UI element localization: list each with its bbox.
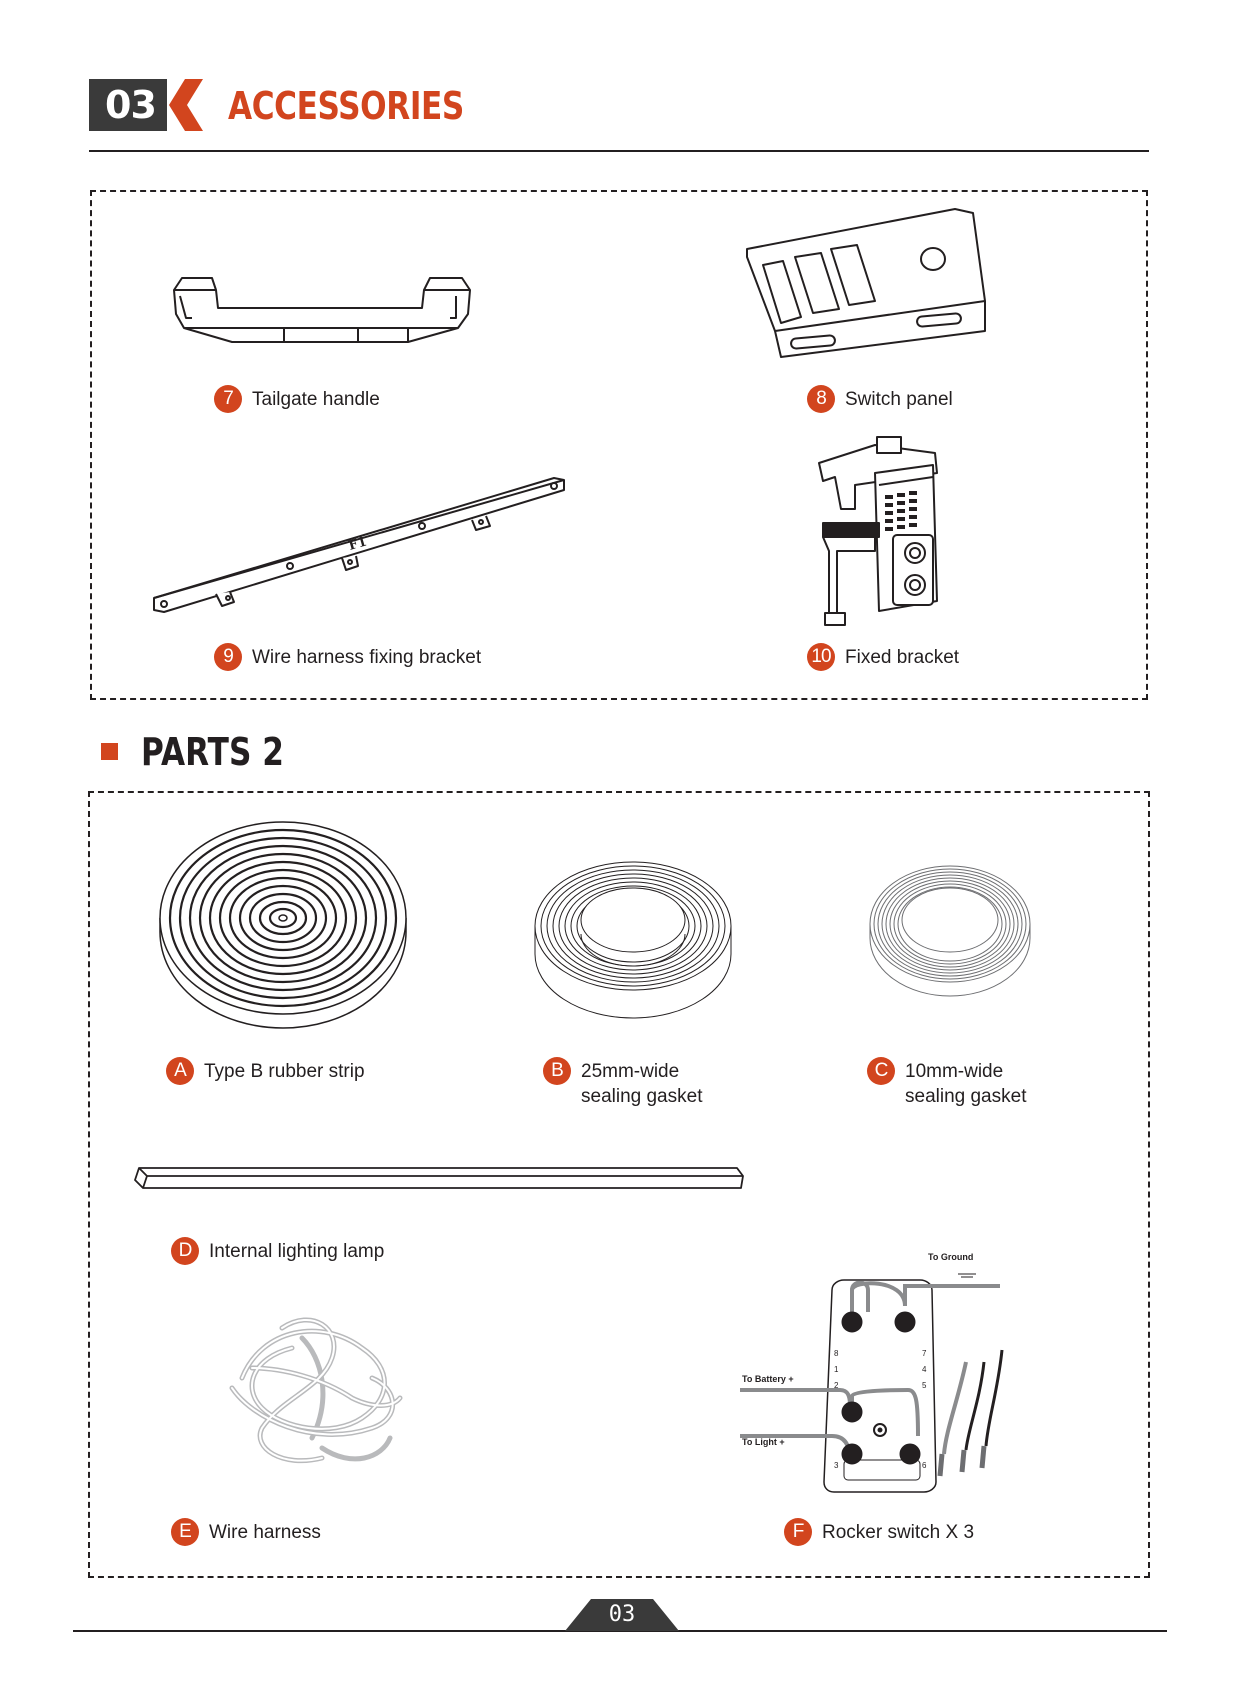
item-badge: B — [543, 1057, 571, 1085]
pin-label: 7 — [922, 1349, 927, 1358]
section-marker-square — [101, 743, 118, 760]
chevron-left-icon — [167, 79, 215, 131]
to-light-text: To Light + — [742, 1437, 785, 1447]
item-badge: C — [867, 1057, 895, 1085]
item-badge: F — [784, 1518, 812, 1546]
tailgate-handle-illustration — [172, 270, 472, 350]
switch-panel-illustration — [745, 205, 995, 365]
item-label: Internal lighting lamp — [209, 1241, 385, 1262]
rubber-strip-coil-illustration — [158, 820, 408, 1030]
pin-label: 6 — [922, 1461, 927, 1470]
item-label: Type B rubber strip — [204, 1061, 365, 1082]
item-badge: D — [171, 1237, 199, 1265]
accessory-label-7 — [214, 385, 380, 413]
part-label-b — [543, 1057, 702, 1109]
accessory-label-10 — [807, 643, 959, 671]
wire-harness-illustration — [222, 1308, 412, 1478]
part-label-f — [784, 1518, 974, 1546]
pin-label: 2 — [834, 1381, 839, 1390]
item-label: Switch panel — [845, 389, 953, 410]
item-label: Rocker switch X 3 — [822, 1522, 975, 1543]
item-label: Wire harness fixing bracket — [252, 647, 482, 668]
pin-label: 5 — [922, 1381, 927, 1390]
bracket-marking: F1 — [346, 534, 369, 554]
gasket-roll-illustration — [533, 850, 733, 1020]
to-battery-text: To Battery + — [742, 1374, 794, 1384]
item-label: Fixed bracket — [845, 647, 960, 668]
gasket-roll-illustration — [868, 858, 1033, 1008]
item-badge: 9 — [214, 643, 242, 671]
item-badge: A — [166, 1057, 194, 1085]
to-ground-text: To Ground — [928, 1252, 974, 1262]
part-label-a — [166, 1057, 365, 1085]
part-label-d — [171, 1237, 384, 1265]
page-number: 03 — [608, 1602, 636, 1627]
pin-label: 8 — [834, 1349, 839, 1358]
item-label: 25mm-wide sealing gasket — [581, 1061, 703, 1107]
pin-label: 4 — [922, 1365, 927, 1374]
item-label: Wire harness — [209, 1522, 321, 1543]
wire-harness-bracket-illustration — [150, 470, 570, 620]
light-bar-illustration — [133, 1166, 745, 1194]
pin-label: 3 — [834, 1461, 839, 1470]
part-label-c — [867, 1057, 1026, 1109]
section-number: 03 — [89, 79, 167, 131]
accessory-label-9 — [214, 643, 481, 671]
item-badge: 7 — [214, 385, 242, 413]
section-title: ACCESSORIES — [228, 84, 464, 128]
pin-label: 1 — [834, 1365, 839, 1374]
parts2-title: PARTS 2 — [141, 730, 284, 774]
fixed-bracket-illustration — [815, 433, 945, 628]
header-divider — [89, 150, 1149, 152]
item-badge: 10 — [807, 643, 835, 671]
rocker-switch-illustration — [740, 1250, 1020, 1500]
item-label: 10mm-wide sealing gasket — [905, 1061, 1027, 1107]
accessory-label-8 — [807, 385, 953, 413]
item-label: Tailgate handle — [252, 389, 380, 410]
item-badge: 8 — [807, 385, 835, 413]
item-badge: E — [171, 1518, 199, 1546]
part-label-e — [171, 1518, 321, 1546]
